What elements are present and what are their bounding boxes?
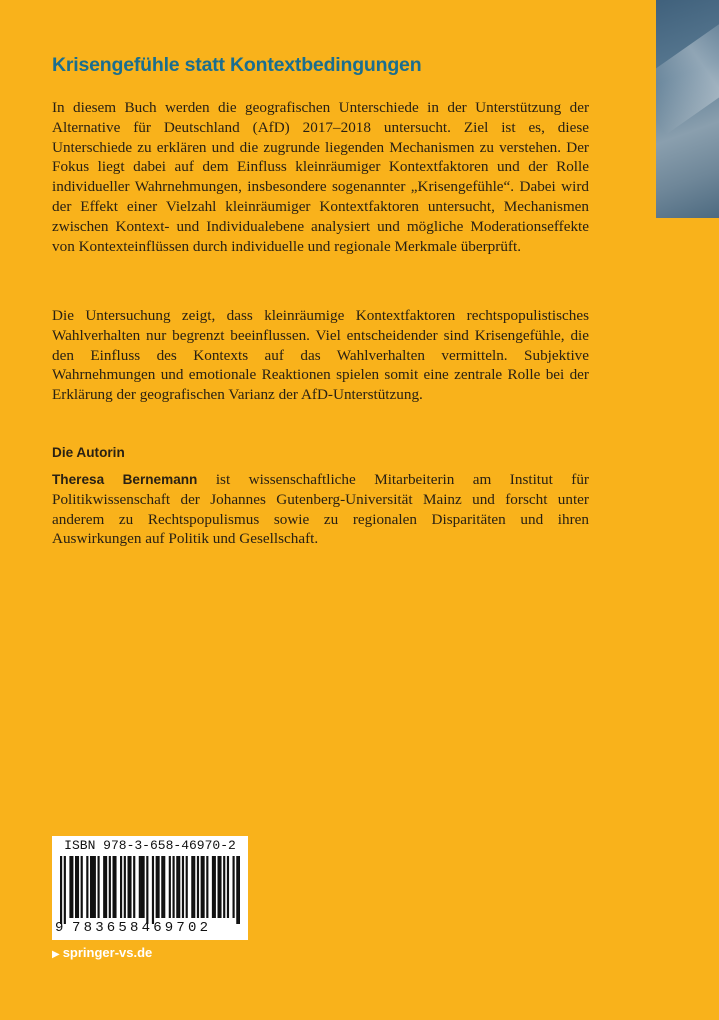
barcode-bar [201, 856, 203, 918]
isbn-label: ISBN 978-3-658-46970-2 [64, 838, 236, 853]
barcode-bar [193, 856, 195, 918]
author-bio-text: ist wissenschaftliche Mitarbeiterin am Institut für Politikwissenschaft der Johannes Gutenberg-Universität Mainz und forscht unter anderem zu Rechtspopulismus sowie zu regionalen Disparitäten und ihren Auswirkungen auf Politik und Gesellschaft. [52, 471, 589, 548]
barcode-bar [124, 856, 126, 918]
arrow-right-icon: ▶ [52, 949, 60, 960]
barcode-bar [120, 856, 122, 918]
barcode-bar [212, 856, 214, 918]
barcode-bar [60, 856, 62, 924]
ean-first-digit: 9 [55, 920, 64, 936]
barcode-bar [92, 856, 94, 918]
barcode-bar [86, 856, 88, 918]
description-paragraph-1: In diesem Buch werden die geografischen Unterschiede in der Unterstützung der Alternative für Deutschland (AfD) 2017–2018 untersucht. Ziel ist es, diese Unterschiede zu erklären und die zugrunde liegenden Mechanismen zu verstehen. Der Fokus liegt dabei auf dem Einfluss kleinräumiger Kontextfaktoren und der Rolle individueller Wahrnehmungen, insbesondere sogenannter „Krisengefühle“. Dabei wird der Effekt einer Vielzahl kleinräumiger Kontextfaktoren untersucht, Mechanismen zwischen Kontext- und Individualebene analysiert und mögliche Moderationseffekte von Kontexteinflüssen durch individuelle und regionale Merkmale überprüft. [52, 99, 589, 255]
barcode-bar [114, 856, 116, 918]
barcode-bar [75, 856, 77, 918]
barcode-bar [169, 856, 171, 918]
barcode-bar [186, 856, 188, 918]
barcode-bar [158, 856, 160, 918]
barcode-bar [233, 856, 235, 918]
author-bio [52, 470, 589, 549]
barcode-bar [109, 856, 111, 918]
barcode-bars [60, 856, 240, 924]
barcode-bar [133, 856, 135, 918]
barcode-bar [81, 856, 83, 918]
barcode-bar [64, 856, 66, 924]
barcode-bar [113, 856, 115, 918]
barcode-bar [161, 856, 163, 918]
barcode-bar [139, 856, 141, 918]
isbn-barcode [52, 836, 248, 940]
barcode-bar [214, 856, 216, 918]
author-heading: Die Autorin [52, 445, 125, 460]
barcode-bar [105, 856, 107, 918]
barcode-bar [152, 856, 154, 924]
barcode-bar [90, 856, 92, 918]
barcode-bar [203, 856, 205, 918]
barcode-bar [236, 856, 238, 924]
barcode-bar [219, 856, 221, 918]
publisher-website-text: springer-vs.de [62, 945, 153, 960]
description-paragraph-2: Die Untersuchung zeigt, dass kleinräumige Kontextfaktoren rechtspopulistisches Wahlverhalten nur begrenzt beeinflussen. Viel entscheidender sind Krisengefühle, die den Einfluss des Kontexts auf das Wahlverhalten vermitteln. Subjektive Wahrnehmungen und emotionale Reaktionen spielen somit eine zentrale Rolle bei der Erklärung der geografischen Varianz der AfD-Unterstützung. [52, 307, 589, 404]
barcode-bar [143, 856, 145, 918]
barcode-bar [103, 856, 105, 918]
barcode-bar [197, 856, 199, 918]
barcode-bar [94, 856, 96, 918]
barcode-bar [176, 856, 178, 918]
barcode-bar [163, 856, 165, 918]
barcode-bar [178, 856, 180, 918]
barcode-bar [191, 856, 193, 918]
barcode-bar [238, 856, 240, 924]
barcode-bar [129, 856, 131, 918]
barcode-bar [141, 856, 143, 918]
author-name: Theresa Bernemann [52, 472, 198, 487]
barcode-bar [227, 856, 229, 918]
barcode-bar [98, 856, 100, 918]
cover-corner-image [656, 0, 719, 218]
barcode-bar [173, 856, 175, 918]
barcode-bar [77, 856, 79, 918]
barcode-bar [223, 856, 225, 918]
publisher-website[interactable] [52, 945, 152, 960]
barcode-bar [69, 856, 71, 918]
barcode-bar [128, 856, 130, 918]
barcode-bar [218, 856, 220, 918]
barcode-bar [146, 856, 148, 924]
barcode-bar [71, 856, 73, 918]
ean-remaining-digits: 783658469702 [72, 920, 212, 936]
barcode-bar [206, 856, 208, 918]
book-title: Krisengefühle statt Kontextbedingungen [52, 54, 422, 76]
barcode-bar [156, 856, 158, 918]
barcode-bar [182, 856, 184, 918]
